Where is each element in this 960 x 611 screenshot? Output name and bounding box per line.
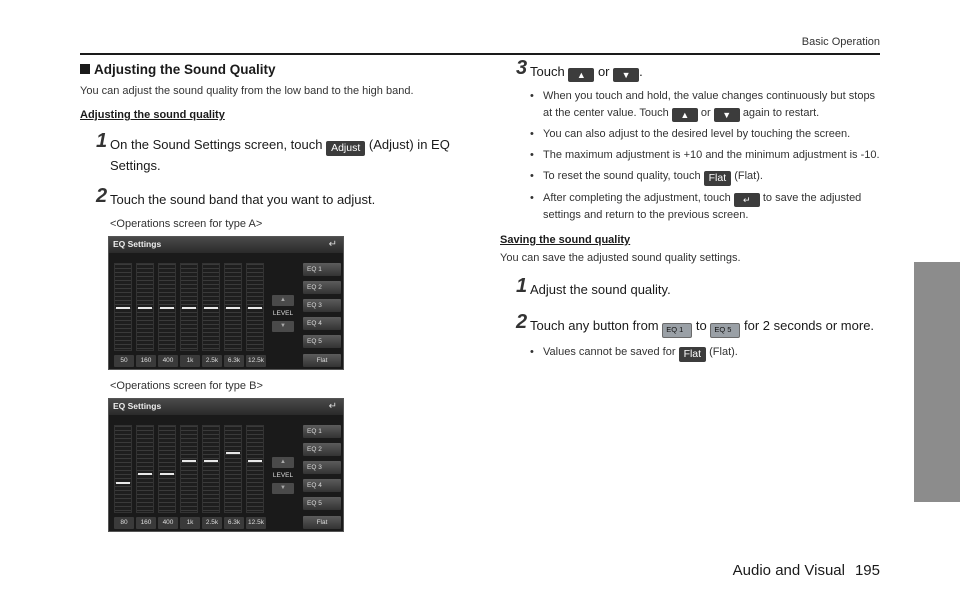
header-rule — [80, 53, 880, 55]
step-number: 2 — [516, 311, 528, 333]
band-slider[interactable] — [114, 425, 132, 513]
eq-preset-button[interactable]: EQ 1 — [303, 263, 341, 276]
eq-screen-type-b — [108, 398, 344, 532]
band-button[interactable]: 160 — [136, 517, 156, 529]
slider-knob[interactable] — [160, 473, 174, 475]
flat-button-icon: Flat — [679, 347, 707, 362]
bullet-reset: • To reset the sound quality, touch Flat (Flat). — [500, 168, 882, 186]
intro-text: You can adjust the sound quality from the low band to the high band. — [80, 85, 414, 97]
slider-knob[interactable] — [116, 482, 130, 484]
flat-button-icon: Flat — [704, 171, 732, 186]
eq5-button-icon: EQ 5 — [710, 323, 740, 338]
band-slider[interactable] — [224, 425, 242, 513]
down-arrow-icon: ▼ — [613, 68, 639, 82]
bullet-range: • The maximum adjustment is +10 and the minimum adjustment is -10. — [500, 147, 882, 164]
band-slider[interactable] — [136, 425, 154, 513]
left-column — [80, 62, 460, 532]
band-button[interactable]: 400 — [158, 517, 178, 529]
level-up-button[interactable]: ▲ — [272, 295, 294, 306]
band-button[interactable]: 1k — [180, 517, 200, 529]
bullet-hold: • When you touch and hold, the value changes continuously but stops at the center value. Touch ▲ or ▼ again to restart. — [500, 88, 882, 122]
band-slider[interactable] — [202, 263, 220, 351]
step-number: 3 — [516, 57, 528, 79]
footer-title: Audio and Visual — [732, 562, 845, 579]
band-slider[interactable] — [246, 425, 264, 513]
eq-preset-button[interactable]: EQ 2 — [303, 281, 341, 294]
saving-step-1: 1 Adjust the sound quality. — [516, 275, 671, 297]
eq-preset-button[interactable]: EQ 4 — [303, 317, 341, 330]
level-down-button[interactable]: ▼ — [272, 483, 294, 494]
slider-knob[interactable] — [116, 307, 130, 309]
page-footer — [723, 562, 880, 579]
chapter-tab — [914, 262, 960, 502]
flat-button[interactable]: Flat — [303, 354, 341, 367]
title-bar — [109, 237, 343, 253]
eq-screen-type-a — [108, 236, 344, 370]
step-3: 3 Touch ▲ or ▼ . — [516, 57, 643, 80]
slider-knob[interactable] — [182, 460, 196, 462]
slider-knob[interactable] — [182, 307, 196, 309]
band-button[interactable]: 160 — [136, 355, 156, 367]
band-slider[interactable] — [246, 263, 264, 351]
level-down-button[interactable]: ▼ — [272, 321, 294, 332]
flat-button[interactable]: Flat — [303, 516, 341, 529]
band-slider[interactable] — [180, 263, 198, 351]
step-number: 2 — [96, 185, 108, 207]
subheading: Adjusting the sound quality — [80, 109, 225, 121]
slider-knob[interactable] — [204, 460, 218, 462]
saving-step-2: 2 Touch any button from EQ 1 to EQ 5 for 2 seconds or more. — [500, 316, 882, 338]
eq-preset-button[interactable]: EQ 5 — [303, 497, 341, 510]
step-2: 2 Touch the sound band that you want to adjust. — [96, 185, 376, 207]
band-slider[interactable] — [202, 425, 220, 513]
slider-knob[interactable] — [204, 307, 218, 309]
slider-knob[interactable] — [248, 307, 262, 309]
right-column — [500, 57, 882, 362]
band-button[interactable]: 80 — [114, 517, 134, 529]
slider-knob[interactable] — [160, 307, 174, 309]
slider-knob[interactable] — [138, 307, 152, 309]
band-slider[interactable] — [158, 425, 176, 513]
band-slider[interactable] — [136, 263, 154, 351]
band-button[interactable]: 50 — [114, 355, 134, 367]
section-heading: Adjusting the Sound Quality — [80, 62, 460, 77]
title-bar — [109, 399, 343, 415]
eq1-button-icon: EQ 1 — [662, 323, 692, 338]
eq-preset-button[interactable]: EQ 2 — [303, 443, 341, 456]
band-slider[interactable] — [158, 263, 176, 351]
eq-preset-button[interactable]: EQ 3 — [303, 299, 341, 312]
back-icon: ↵ — [734, 193, 760, 207]
band-sliders — [114, 425, 268, 513]
bullet-save: • After completing the adjustment, touch ↵ to save the adjusted settings and return to the previous screen. — [500, 190, 882, 224]
caption-type-a: <Operations screen for type A> — [110, 218, 263, 230]
screen-title: EQ Settings — [113, 239, 162, 249]
level-label: LEVEL — [272, 310, 294, 317]
bullet-flat-not-saved: • Values cannot be saved for Flat (Flat). — [500, 344, 882, 362]
band-button[interactable]: 12.5k — [246, 517, 266, 529]
up-arrow-icon: ▲ — [672, 108, 698, 122]
back-icon[interactable]: ↵ — [328, 401, 337, 412]
band-labels — [114, 517, 268, 529]
adjust-button-icon: Adjust — [326, 141, 365, 156]
section-header: Basic Operation — [801, 36, 880, 48]
band-button[interactable]: 400 — [158, 355, 178, 367]
band-labels — [114, 355, 268, 367]
level-control — [269, 457, 297, 494]
subheading-saving: Saving the sound quality — [500, 234, 631, 246]
level-up-button[interactable]: ▲ — [272, 457, 294, 468]
slider-knob[interactable] — [226, 452, 240, 454]
level-label: LEVEL — [272, 472, 294, 479]
band-button[interactable]: 6.3k — [224, 355, 244, 367]
slider-knob[interactable] — [248, 460, 262, 462]
caption-type-b: <Operations screen for type B> — [110, 380, 263, 392]
up-arrow-icon: ▲ — [568, 68, 594, 82]
step-number: 1 — [516, 275, 528, 297]
saving-intro: You can save the adjusted sound quality settings. — [500, 252, 741, 264]
band-button[interactable]: 12.5k — [246, 355, 266, 367]
band-slider[interactable] — [180, 425, 198, 513]
level-control — [269, 295, 297, 332]
slider-knob[interactable] — [138, 473, 152, 475]
down-arrow-icon: ▼ — [714, 108, 740, 122]
slider-knob[interactable] — [226, 307, 240, 309]
band-button[interactable]: 1k — [180, 355, 200, 367]
band-button[interactable]: 6.3k — [224, 517, 244, 529]
step-1: 1 On the Sound Settings screen, touch Adjust (Adjust) in EQ Settings. — [96, 130, 450, 173]
band-sliders — [114, 263, 268, 351]
eq-preset-button[interactable]: EQ 1 — [303, 425, 341, 438]
square-bullet-icon — [80, 64, 90, 74]
step-number: 1 — [96, 130, 108, 152]
back-icon[interactable]: ↵ — [328, 239, 337, 250]
eq-preset-button[interactable]: EQ 5 — [303, 335, 341, 348]
eq-preset-button[interactable]: EQ 3 — [303, 461, 341, 474]
page-number: 195 — [854, 562, 880, 579]
band-button[interactable]: 2.5k — [202, 355, 222, 367]
band-slider[interactable] — [224, 263, 242, 351]
screen-title: EQ Settings — [113, 401, 162, 411]
eq-preset-button[interactable]: EQ 4 — [303, 479, 341, 492]
band-button[interactable]: 2.5k — [202, 517, 222, 529]
band-slider[interactable] — [114, 263, 132, 351]
bullet-touch-screen: • You can also adjust to the desired level by touching the screen. — [500, 126, 882, 143]
